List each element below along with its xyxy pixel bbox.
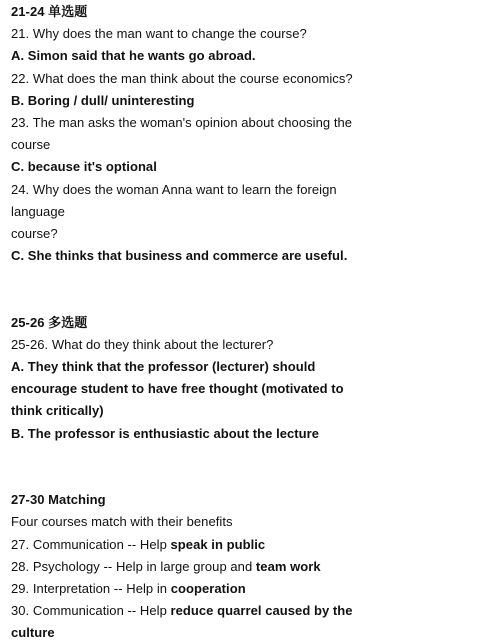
matching-item: [11, 556, 481, 578]
matching-benefit: cooperation: [170, 580, 246, 596]
section-heading: 25-26 多选题: [11, 314, 88, 330]
matching-benefit: reduce quarrel caused by the: [170, 603, 353, 619]
answer-line: C. because it's optional: [11, 159, 157, 175]
spacer: [11, 467, 481, 489]
question-line: language: [11, 203, 65, 219]
question-line: 21. Why does the man want to change the course?: [11, 26, 307, 42]
answer-line: B. The professor is enthusiastic about the lecture: [11, 425, 320, 441]
spacer: [11, 289, 481, 311]
matching-prefix: 29. Interpretation -- Help in: [11, 580, 171, 596]
spacer: [11, 445, 481, 467]
question-line: course?: [11, 225, 58, 241]
matching-benefit: team work: [255, 558, 321, 574]
matching-item: [11, 534, 481, 556]
answer-line: A. Simon said that he wants go abroad.: [11, 48, 256, 64]
matching-item: [11, 600, 481, 622]
section-heading: 21-24 单选题: [11, 4, 88, 19]
question-line: 24. Why does the woman Anna want to learn the foreign: [11, 181, 337, 197]
answer-line: B. Boring / dull/ uninteresting: [11, 92, 195, 108]
section-heading: 27-30 Matching: [11, 492, 106, 508]
matching-prefix: 28. Psychology -- Help in large group and: [11, 558, 256, 574]
question-line: 23. The man asks the woman's opinion about choosing the: [11, 114, 353, 130]
answer-line: think critically): [11, 403, 104, 419]
intro-line: Four courses match with their benefits: [11, 514, 233, 530]
matching-prefix: 30. Communication -- Help: [11, 603, 171, 619]
question-line: course: [11, 137, 51, 153]
answer-line: encourage student to have free thought (motivated to: [11, 381, 344, 397]
matching-prefix: 27. Communication -- Help: [11, 536, 171, 552]
question-line: 22. What does the man think about the course economics?: [11, 70, 353, 86]
matching-benefit: speak in public: [170, 536, 266, 552]
answer-line: A. They think that the professor (lecturer) should: [11, 359, 316, 374]
answer-line: C. She thinks that business and commerce are useful.: [11, 248, 348, 264]
spacer: [11, 267, 481, 289]
question-line: 25-26. What do they think about the lecturer?: [11, 336, 274, 352]
matching-item: [11, 578, 481, 600]
matching-continuation: culture: [11, 625, 55, 641]
document: [11, 1, 481, 644]
